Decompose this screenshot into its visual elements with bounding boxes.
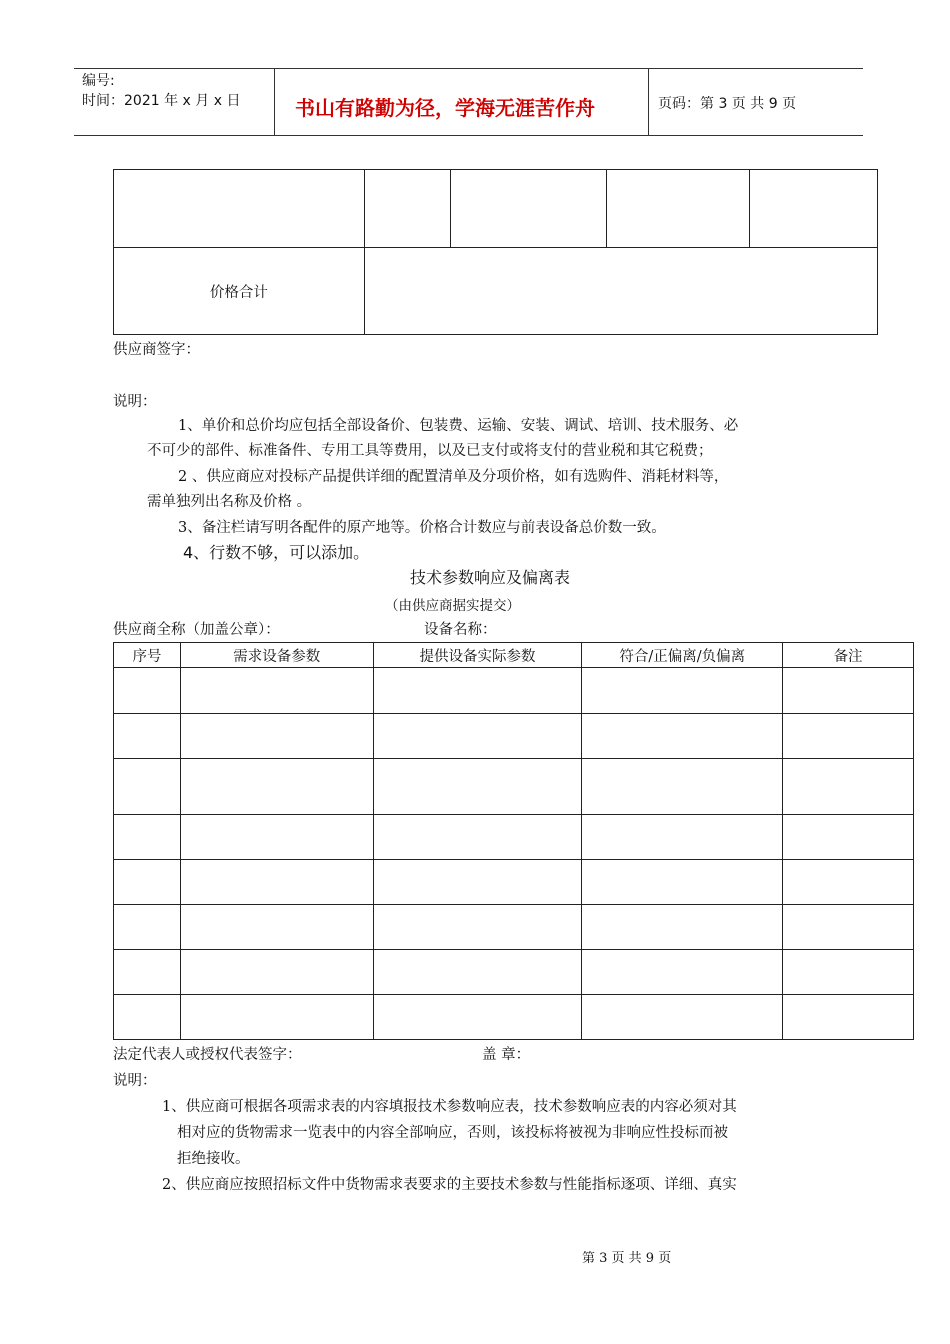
table-row — [114, 995, 914, 1040]
table-cell — [114, 668, 181, 714]
notes2-item1-line3: 拒绝接收。 — [177, 1151, 250, 1167]
footer-page-number: 第 3 页 共 9 页 — [582, 1251, 672, 1266]
tech-supplier-label: 供应商全称（加盖公章）： — [113, 622, 280, 638]
table-cell — [373, 860, 582, 905]
table-cell — [582, 905, 783, 950]
table-cell — [114, 995, 181, 1040]
table-cell — [180, 759, 373, 815]
table-row — [114, 815, 914, 860]
seal-label: 盖 章： — [482, 1047, 531, 1063]
table-row — [114, 714, 914, 759]
table-cell — [114, 905, 181, 950]
notes2-item2-line1: 2、供应商应按照招标文件中货物需求表要求的主要技术参数与性能指标逐项、详细、真实 — [162, 1177, 737, 1193]
table-cell — [373, 668, 582, 714]
tech-col-header: 提供设备实际参数 — [373, 643, 582, 668]
notes1-item2-line1: 2 、供应商应对投标产品提供详细的配置清单及分项价格，如有选购件、消耗材料等， — [178, 469, 729, 485]
table-cell — [783, 905, 914, 950]
table-cell — [114, 759, 181, 815]
tech-table — [113, 642, 914, 1040]
header-divider-left — [274, 68, 275, 136]
table-cell — [180, 950, 373, 995]
table-cell — [373, 950, 582, 995]
price-table-row — [114, 170, 878, 248]
table-cell — [114, 815, 181, 860]
table-row — [114, 905, 914, 950]
price-total-label: 价格合计 — [114, 248, 365, 335]
table-cell — [783, 950, 914, 995]
tech-table-header-row — [114, 643, 914, 668]
price-cell — [364, 170, 450, 248]
notes1-item1-line2: 不可少的部件、标准备件、专用工具等费用，以及已支付或将支付的营业税和其它税费； — [147, 443, 713, 459]
price-table — [113, 169, 878, 335]
table-cell — [783, 860, 914, 905]
table-cell — [582, 815, 783, 860]
table-cell — [582, 950, 783, 995]
header-divider-right — [648, 68, 649, 136]
tech-col-header: 符合/正偏离/负偏离 — [582, 643, 783, 668]
tech-table-title: 技术参数响应及偏离表 — [410, 568, 571, 587]
table-cell — [114, 950, 181, 995]
tech-col-header: 需求设备参数 — [180, 643, 373, 668]
notes1-item3: 3、备注栏请写明各配件的原产地等。价格合计数应与前表设备总价数一致。 — [178, 520, 666, 536]
notes2-title: 说明： — [113, 1073, 157, 1089]
price-cell — [450, 170, 607, 248]
table-cell — [180, 860, 373, 905]
table-cell — [783, 714, 914, 759]
header-top-rule — [74, 68, 863, 69]
table-cell — [180, 714, 373, 759]
notes1-title: 说明： — [113, 394, 157, 410]
table-row — [114, 668, 914, 714]
header-page-label: 页码：第 3 页 共 9 页 — [658, 96, 797, 112]
table-cell — [180, 668, 373, 714]
table-cell — [783, 995, 914, 1040]
notes1-item4: 4、行数不够，可以添加。 — [183, 543, 370, 562]
price-cell — [750, 170, 878, 248]
table-cell — [373, 815, 582, 860]
header-motto: 书山有路勤为径，学海无涯苦作舟 — [295, 96, 595, 120]
rep-signature-label: 法定代表人或授权代表签字： — [113, 1047, 302, 1063]
price-cell — [607, 170, 750, 248]
table-cell — [373, 759, 582, 815]
header-time-label: 时间：2021 年 x 月 x 日 — [82, 93, 241, 109]
tech-device-label: 设备名称： — [424, 622, 497, 638]
table-cell — [783, 759, 914, 815]
table-cell — [373, 905, 582, 950]
table-cell — [783, 815, 914, 860]
notes1-item1-line1: 1、单价和总价均应包括全部设备价、包装费、运输、安装、调试、培训、技术服务、必 — [178, 418, 739, 434]
tech-col-header: 序号 — [114, 643, 181, 668]
notes2-item1-line1: 1、供应商可根据各项需求表的内容填报技术参数响应表，技术参数响应表的内容必须对其 — [162, 1099, 737, 1115]
price-cell — [114, 170, 365, 248]
table-cell — [783, 668, 914, 714]
table-cell — [582, 995, 783, 1040]
table-cell — [582, 860, 783, 905]
table-cell — [180, 905, 373, 950]
table-cell — [582, 759, 783, 815]
supplier-signature-label: 供应商签字： — [113, 342, 200, 358]
table-cell — [373, 995, 582, 1040]
table-cell — [114, 860, 181, 905]
price-total-value — [364, 248, 877, 335]
table-row — [114, 860, 914, 905]
notes2-item1-line2: 相对应的货物需求一览表中的内容全部响应，否则，该投标将被视为非响应性投标而被 — [177, 1125, 728, 1141]
table-cell — [114, 714, 181, 759]
header-bottom-rule — [74, 135, 863, 136]
table-row — [114, 950, 914, 995]
notes1-item2-line2: 需单独列出名称及价格 。 — [147, 494, 312, 510]
tech-col-header: 备注 — [783, 643, 914, 668]
table-cell — [582, 668, 783, 714]
table-row — [114, 759, 914, 815]
tech-table-subtitle: （由供应商据实提交） — [385, 598, 520, 614]
table-cell — [180, 995, 373, 1040]
table-cell — [373, 714, 582, 759]
table-cell — [180, 815, 373, 860]
table-cell — [582, 714, 783, 759]
header-number-label: 编号: — [82, 73, 115, 89]
price-total-row — [114, 248, 878, 335]
